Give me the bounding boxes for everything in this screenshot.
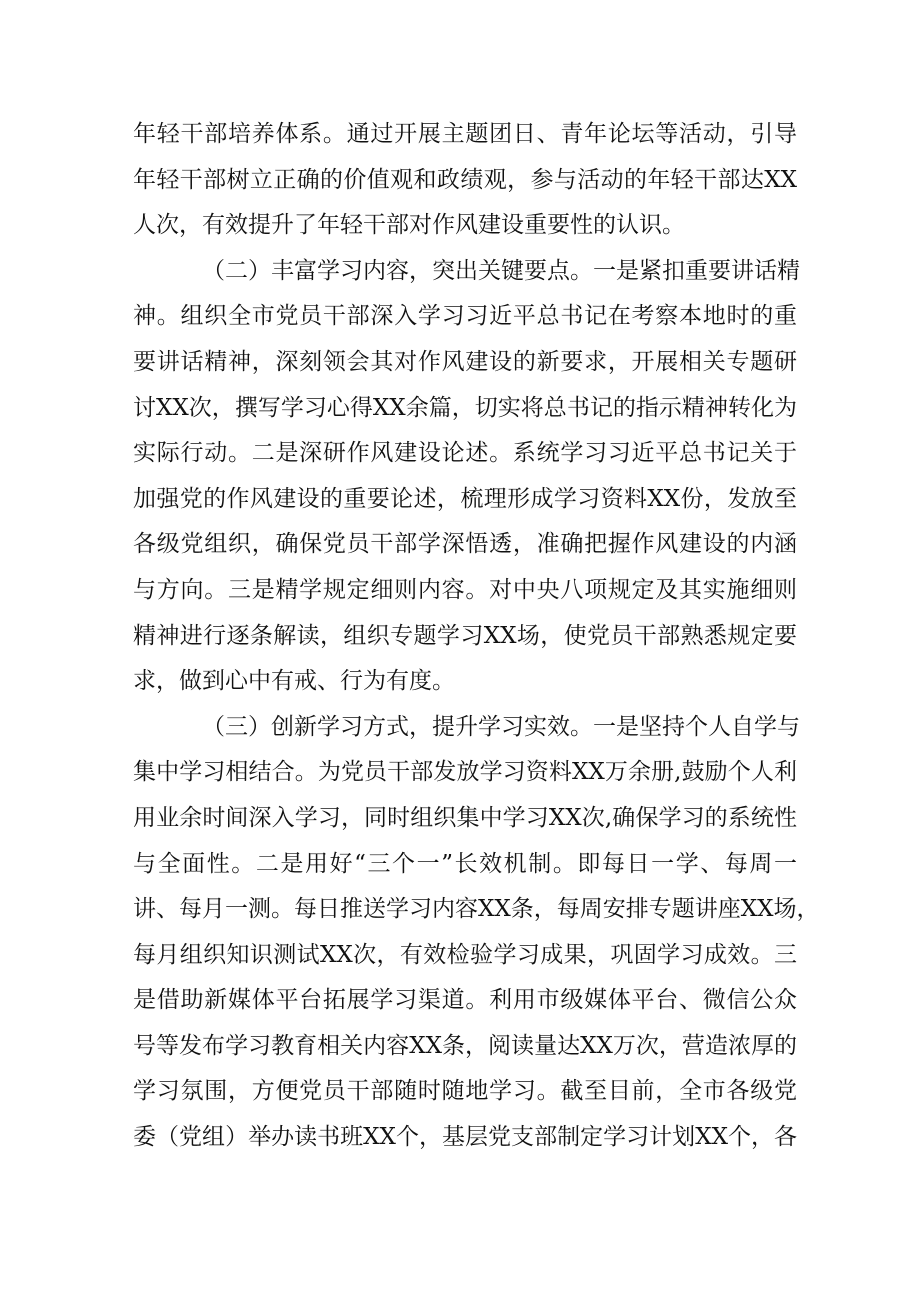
text-line: 讲、每月一测。每日推送学习内容XX条，每周安排专题讲座XX场，: [133, 896, 820, 923]
text-line: 委（党组）举办读书班XX个，基层党支部制定学习计划XX个，各: [133, 1124, 797, 1151]
text-line: 与全面性。二是用好“三个一”长效机制。即每日一学、每周一: [133, 850, 797, 877]
section-heading-line: （二）丰富学习内容，突出关键要点。一是紧扣重要讲话精: [202, 257, 800, 284]
paragraph-section-3: [133, 705, 820, 1161]
text-line: 号等发布学习教育相关内容XX条，阅读量达XX万次，营造浓厚的: [133, 1032, 797, 1059]
paragraph-section-2: [133, 249, 800, 705]
text-line: 加强党的作风建设的重要论述，梳理形成学习资料XX份，发放至: [133, 485, 797, 512]
section-heading-line: （三）创新学习方式，提升学习实效。一是坚持个人自学与: [202, 713, 800, 740]
document-body: [133, 112, 820, 1161]
text-line: 用业余时间深入学习，同时组织集中学习XX次,确保学习的系统性: [133, 804, 797, 831]
text-line: 每月组织知识测试XX次，有效检验学习成果，巩固学习成效。三: [133, 941, 797, 968]
text-line: 集中学习相结合。为党员干部发放学习资料XX万余册,鼓励个人利: [133, 759, 797, 786]
text-line: 与方向。三是精学规定细则内容。对中央八项规定及其实施细则: [133, 576, 797, 603]
text-line: 各级党组织，确保党员干部学深悟透，准确把握作风建设的内涵: [133, 531, 797, 558]
text-line: 年轻干部树立正确的价值观和政绩观，参与活动的年轻干部达XX: [133, 166, 797, 193]
text-line: 学习氛围，方便党员干部随时随地学习。截至目前，全市各级党: [133, 1078, 797, 1105]
text-line: 年轻干部培养体系。通过开展主题团日、青年论坛等活动，引导: [133, 121, 797, 147]
paragraph-intro-continuation: [133, 112, 797, 249]
text-line: 实际行动。二是深研作风建设论述。系统学习习近平总书记关于: [133, 440, 797, 467]
text-line: 神。组织全市党员干部深入学习习近平总书记在考察本地时的重: [133, 303, 797, 330]
text-line: 讨XX次，撰写学习心得XX余篇，切实将总书记的指示精神转化为: [133, 394, 797, 421]
text-line: 人次，有效提升了年轻干部对作风建设重要性的认识。: [133, 212, 685, 239]
text-line: 是借助新媒体平台拓展学习渠道。利用市级媒体平台、微信公众: [133, 987, 797, 1014]
text-line: 精神进行逐条解读，组织专题学习XX场，使党员干部熟悉规定要: [133, 622, 797, 649]
text-line: 要讲话精神，深刻领会其对作风建设的新要求，开展相关专题研: [133, 348, 797, 375]
text-line: 求，做到心中有戒、行为有度。: [133, 668, 455, 695]
